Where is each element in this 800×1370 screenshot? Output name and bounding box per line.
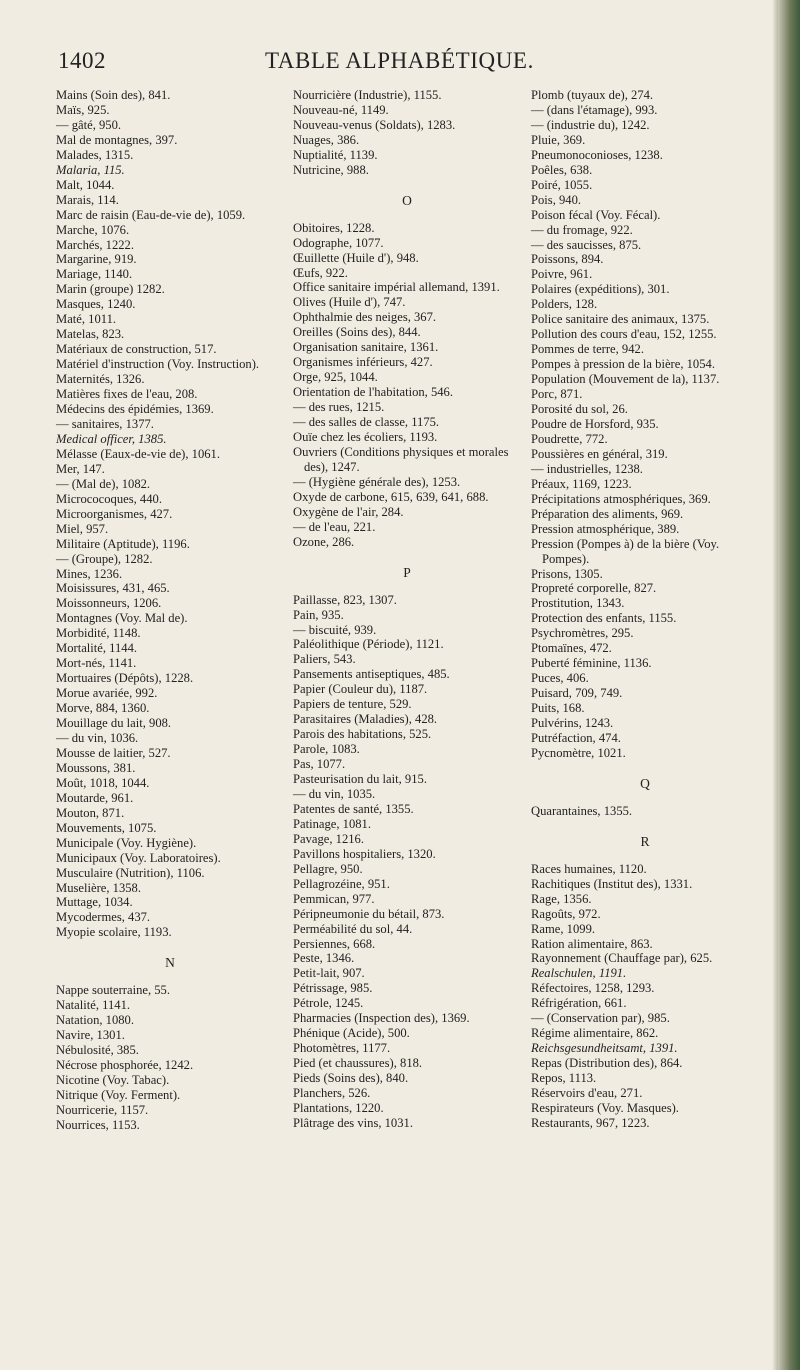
index-entry: Morve, 884, 1360. (56, 701, 150, 716)
index-entry: Marin (groupe) 1282. (56, 282, 165, 297)
index-entry: Nuages, 386. (293, 132, 360, 147)
index-entry: Pression (Pompes à) de la bière (Voy. Pompes). (531, 536, 720, 566)
index-entry: Matières fixes de l'eau, 208. (56, 387, 198, 402)
index-entry: Reichsgesundheitsamt, 1391. (531, 1041, 678, 1056)
index-entry: Nouveau-venus (Soldats), 1283. (293, 117, 456, 132)
index-entry: Parois des habitations, 525. (293, 727, 432, 742)
index-entry: Pneumonoconioses, 1238. (531, 147, 663, 162)
index-entry: Nappe souterraine, 55. (56, 983, 171, 998)
index-entry: Nourricière (Industrie), 1155. (293, 88, 442, 102)
index-entry: Parasitaires (Maladies), 428. (293, 712, 438, 727)
index-entry: Prisons, 1305. (531, 566, 603, 581)
index-entry: Prostitution, 1343. (531, 596, 625, 611)
index-entry: Patentes de santé, 1355. (293, 801, 414, 816)
index-entry: — biscuité, 939. (293, 622, 377, 637)
index-entry: Moût, 1018, 1044. (56, 775, 150, 790)
index-entry: Muselière, 1358. (56, 880, 141, 895)
index-entry: Pompes à pression de la bière, 1054. (531, 357, 715, 372)
index-entry: Porc, 871. (531, 387, 583, 402)
index-entry: Poison fécal (Voy. Fécal). (531, 207, 661, 222)
index-entry: Paléolithique (Période), 1121. (293, 637, 444, 652)
index-entry: Ozone, 286. (293, 534, 355, 549)
index-column-3 (531, 88, 759, 1131)
index-entry: Mortalité, 1144. (56, 641, 138, 656)
index-entry: Rage, 1356. (531, 891, 592, 906)
index-entry: Polaires (expéditions), 301. (531, 282, 670, 297)
index-entry: Médecins des épidémies, 1369. (56, 402, 214, 417)
index-entry: Pasteurisation du lait, 915. (293, 772, 427, 787)
index-entry: Maïs, 925. (56, 102, 110, 117)
index-entry: Patinage, 1081. (293, 816, 371, 831)
index-column-1 (56, 88, 284, 1133)
index-entry: Ration alimentaire, 863. (531, 936, 653, 951)
index-entry: Quarantaines, 1355. (531, 803, 633, 818)
page-number: 1402 (58, 48, 106, 73)
index-entry: Repas (Distribution des), 864. (531, 1056, 683, 1071)
index-entry: — sanitaires, 1377. (56, 416, 154, 431)
index-entry: — de l'eau, 221. (293, 519, 376, 534)
index-entry: Pois, 940. (531, 192, 582, 207)
index-entry: Nébulosité, 385. (56, 1043, 139, 1058)
index-entry: Poudrette, 772. (531, 431, 608, 446)
book-edge-binding (778, 0, 800, 1370)
index-entry: Nécrose phosphorée, 1242. (56, 1058, 194, 1073)
index-entry: Marc de raisin (Eau-de-vie de), 1059. (56, 207, 246, 222)
index-entry: Natation, 1080. (56, 1013, 134, 1028)
index-entry: Mortuaires (Dépôts), 1228. (56, 671, 194, 686)
index-column-2 (293, 88, 521, 1131)
index-entry: Orge, 925, 1044. (293, 370, 378, 385)
index-entry: Marchés, 1222. (56, 237, 134, 252)
index-entry: Repos, 1113. (531, 1071, 597, 1086)
index-entry: Psychromètres, 295. (531, 626, 634, 641)
index-entry: Pas, 1077. (293, 757, 346, 772)
index-entry: Poissons, 894. (531, 252, 604, 267)
index-entry: Pellagrozéine, 951. (293, 876, 390, 891)
index-entry: Peste, 1346. (293, 951, 355, 966)
index-entry: Pellagre, 950. (293, 861, 363, 876)
index-entry: Oxyde de carbone, 615, 639, 641, 688. (293, 489, 489, 504)
index-entry: Plomb (tuyaux de), 274. (531, 88, 654, 102)
page-header (0, 48, 800, 88)
index-entry: Œufs, 922. (293, 265, 348, 280)
index-entry: Mélasse (Eaux-de-vie de), 1061. (56, 446, 221, 461)
index-entry: Myopie scolaire, 1193. (56, 925, 172, 940)
index-entry: Nuptialité, 1139. (293, 147, 378, 162)
index-entry: Oreilles (Soins des), 844. (293, 325, 421, 340)
index-entry: Nicotine (Voy. Tabac). (56, 1073, 170, 1087)
index-entry: Propreté corporelle, 827. (531, 581, 657, 596)
index-entry: Péripneumonie du bétail, 873. (293, 906, 445, 921)
index-entry: — gâté, 950. (56, 117, 122, 132)
index-entry: Photomètres, 1177. (293, 1041, 391, 1056)
index-entry: Poivre, 961. (531, 267, 593, 282)
index-entry: Réservoirs d'eau, 271. (531, 1086, 643, 1101)
index-entry: Mariage, 1140. (56, 267, 133, 282)
index-entry: — (Conservation par), 985. (531, 1011, 670, 1026)
index-entry: Mer, 147. (56, 461, 105, 476)
index-entry: Micrococoques, 440. (56, 491, 162, 506)
index-entry: Paliers, 543. (293, 652, 356, 667)
index-entry: Nouveau-né, 1149. (293, 102, 389, 117)
index-entry: Malades, 1315. (56, 147, 134, 162)
index-entry: Matériaux de construction, 517. (56, 342, 217, 357)
index-entry: Pemmican, 977. (293, 891, 375, 906)
index-entry: Municipale (Voy. Hygiène). (56, 835, 197, 850)
index-entry: Poêles, 638. (531, 162, 593, 177)
index-entry: Medical officer, 1385. (56, 431, 167, 446)
index-entry: Précipitations atmosphériques, 369. (531, 491, 711, 506)
index-entry: Pieds (Soins des), 840. (293, 1071, 409, 1086)
index-entry: Moissonneurs, 1206. (56, 596, 162, 611)
index-entry: Pavillons hospitaliers, 1320. (293, 846, 436, 861)
index-entry: Morue avariée, 992. (56, 686, 158, 701)
index-entry: Puisard, 709, 749. (531, 686, 623, 701)
index-entry: Polders, 128. (531, 297, 598, 312)
index-entry: Olives (Huile d'), 747. (293, 295, 406, 310)
index-entry: Organismes inférieurs, 427. (293, 355, 433, 370)
index-entry: Mains (Soin des), 841. (56, 88, 171, 102)
index-entry: Mort-nés, 1141. (56, 656, 137, 671)
index-entry: Pied (et chaussures), 818. (293, 1056, 423, 1071)
index-entry: Papier (Couleur du), 1187. (293, 682, 428, 697)
index-entry: Organisation sanitaire, 1361. (293, 340, 439, 355)
index-entry: Pollution des cours d'eau, 152, 1255. (531, 327, 717, 342)
index-entry: Puberté féminine, 1136. (531, 656, 652, 671)
page-title: TABLE ALPHABÉTIQUE. (265, 48, 534, 73)
index-entry: Races humaines, 1120. (531, 861, 647, 876)
section-letter: P (403, 564, 411, 580)
index-entry: — du vin, 1036. (56, 730, 139, 745)
index-entry: Mal de montagnes, 397. (56, 132, 178, 147)
index-entry: Pavage, 1216. (293, 831, 364, 846)
index-entry: — des salles de classe, 1175. (293, 415, 440, 430)
index-entry: Putréfaction, 474. (531, 730, 621, 745)
index-entry: Réfrigération, 661. (531, 996, 627, 1011)
section-letter: Q (640, 775, 650, 791)
index-entry: Poudre de Horsford, 935. (531, 416, 659, 431)
index-entry: Morbidité, 1148. (56, 626, 141, 641)
index-entry: Moussons, 381. (56, 760, 136, 775)
index-entry: Poussières en général, 319. (531, 446, 668, 461)
index-entry: — (dans l'étamage), 993. (531, 102, 658, 117)
index-entry: Maternités, 1326. (56, 372, 145, 387)
index-entry: Margarine, 919. (56, 252, 137, 267)
index-entry: Pain, 935. (293, 607, 344, 622)
index-entry: Nourrices, 1153. (56, 1117, 140, 1132)
index-entry: Mousse de laitier, 527. (56, 745, 171, 760)
index-entry: — du fromage, 922. (531, 222, 633, 237)
index-entry: Orientation de l'habitation, 546. (293, 385, 454, 400)
index-entry: Malt, 1044. (56, 177, 115, 192)
index-entry: Puits, 168. (531, 701, 585, 716)
index-entry: Matériel d'instruction (Voy. Instruction). (56, 357, 260, 372)
index-entry: Réfectoires, 1258, 1293. (531, 981, 655, 996)
index-entry: Marais, 114. (56, 192, 119, 207)
index-entry: Maté, 1011. (56, 312, 117, 327)
index-entry: Nutricine, 988. (293, 162, 369, 177)
section-letter: R (640, 833, 650, 849)
index-entry: Ptomaïnes, 472. (531, 641, 612, 656)
index-entry: Miel, 957. (56, 521, 109, 536)
index-entry: Pétrole, 1245. (293, 996, 364, 1011)
index-entry: Pharmacies (Inspection des), 1369. (293, 1011, 470, 1026)
index-entry: Masques, 1240. (56, 297, 136, 312)
index-entry: Paillasse, 823, 1307. (293, 592, 397, 607)
index-entry: Ouïe chez les écoliers, 1193. (293, 430, 438, 445)
index-entry: Rayonnement (Chauffage par), 625. (531, 951, 713, 966)
index-entry: Pression atmosphérique, 389. (531, 521, 680, 536)
index-entry: — (Hygiène générale des), 1253. (293, 474, 461, 489)
index-entry: Petit-lait, 907. (293, 966, 365, 981)
index-entry: Protection des enfants, 1155. (531, 611, 677, 626)
index-entry: Mouton, 871. (56, 805, 125, 820)
index-entry: Pommes de terre, 942. (531, 342, 644, 357)
index-entry: Pétrissage, 985. (293, 981, 373, 996)
index-entry: Pansements antiseptiques, 485. (293, 667, 450, 682)
index-entry: — (industrie du), 1242. (531, 117, 650, 132)
index-entry: Moutarde, 961. (56, 790, 134, 805)
index-entry: Œuillette (Huile d'), 948. (293, 250, 419, 265)
index-entry: — des rues, 1215. (293, 400, 385, 415)
index-entry: Malaria, 115. (56, 162, 125, 177)
index-entry: Office sanitaire impérial allemand, 1391. (293, 280, 500, 295)
index-entry: Marche, 1076. (56, 222, 130, 237)
index-entry: Restaurants, 967, 1223. (531, 1115, 650, 1130)
index-entry: — des saucisses, 875. (531, 237, 642, 252)
index-entry: Matelas, 823. (56, 327, 125, 342)
index-entry: Ophthalmie des neiges, 367. (293, 310, 437, 325)
index-entry: Pulvérins, 1243. (531, 716, 614, 731)
index-entry: Plantations, 1220. (293, 1101, 384, 1115)
index-entry: Régime alimentaire, 862. (531, 1026, 659, 1041)
index-entry: Perméabilité du sol, 44. (293, 921, 413, 936)
index-entry: Persiennes, 668. (293, 936, 376, 951)
index-entry: Navire, 1301. (56, 1028, 125, 1043)
index-entry: Porosité du sol, 26. (531, 402, 628, 417)
index-entry: Municipaux (Voy. Laboratoires). (56, 850, 221, 865)
index-entry: Préparation des aliments, 969. (531, 506, 684, 521)
index-entry: Militaire (Aptitude), 1196. (56, 536, 190, 551)
index-entry: Population (Mouvement de la), 1137. (531, 372, 720, 387)
index-entry: Papiers de tenture, 529. (293, 697, 412, 712)
index-entry: Mycodermes, 437. (56, 910, 151, 925)
index-entry: Mouillage du lait, 908. (56, 716, 172, 731)
index-entry: Musculaire (Nutrition), 1106. (56, 865, 205, 880)
index-entry: Planchers, 526. (293, 1086, 371, 1101)
index-entry: Phénique (Acide), 500. (293, 1026, 410, 1041)
index-entry: Natalité, 1141. (56, 998, 131, 1013)
index-entry: Préaux, 1169, 1223. (531, 476, 632, 491)
index-entry: Respirateurs (Voy. Masques). (531, 1101, 679, 1115)
index-entry: Pycnomètre, 1021. (531, 745, 626, 760)
index-entry: Puces, 406. (531, 671, 589, 686)
index-entry: Ragoûts, 972. (531, 906, 601, 921)
index-entry: — industrielles, 1238. (531, 461, 643, 476)
index-entry: — du vin, 1035. (293, 786, 376, 801)
index-entry: Police sanitaire des animaux, 1375. (531, 312, 710, 327)
index-entry: Nourricerie, 1157. (56, 1102, 149, 1117)
index-entry: Moisissures, 431, 465. (56, 581, 170, 596)
section-letter: N (165, 955, 175, 971)
index-entry: Rachitiques (Institut des), 1331. (531, 876, 693, 891)
section-letter: O (402, 192, 412, 208)
index-entry: Mines, 1236. (56, 566, 123, 581)
index-entry: Oxygène de l'air, 284. (293, 504, 404, 519)
index-entry: Pluie, 369. (531, 132, 586, 147)
index-entry: Nitrique (Voy. Ferment). (56, 1087, 181, 1102)
index-entry: — (Groupe), 1282. (56, 551, 153, 566)
index-entry: Parole, 1083. (293, 742, 360, 757)
index-entry: Mouvements, 1075. (56, 820, 157, 835)
index-entry: Microorganismes, 427. (56, 506, 173, 521)
index-entry: Rame, 1099. (531, 921, 596, 936)
index-entry: Obitoires, 1228. (293, 220, 375, 235)
index-entry: Montagnes (Voy. Mal de). (56, 611, 188, 626)
index-entry: Realschulen, 1191. (531, 966, 627, 981)
index-entry: Ouvriers (Conditions physiques et morales des), 1247. (293, 444, 509, 474)
index-entry: Odographe, 1077. (293, 235, 384, 250)
index-entry: Poiré, 1055. (531, 177, 593, 192)
index-entry: Plâtrage des vins, 1031. (293, 1115, 413, 1130)
index-entry: — (Mal de), 1082. (56, 476, 151, 491)
index-entry: Muttage, 1034. (56, 895, 133, 910)
